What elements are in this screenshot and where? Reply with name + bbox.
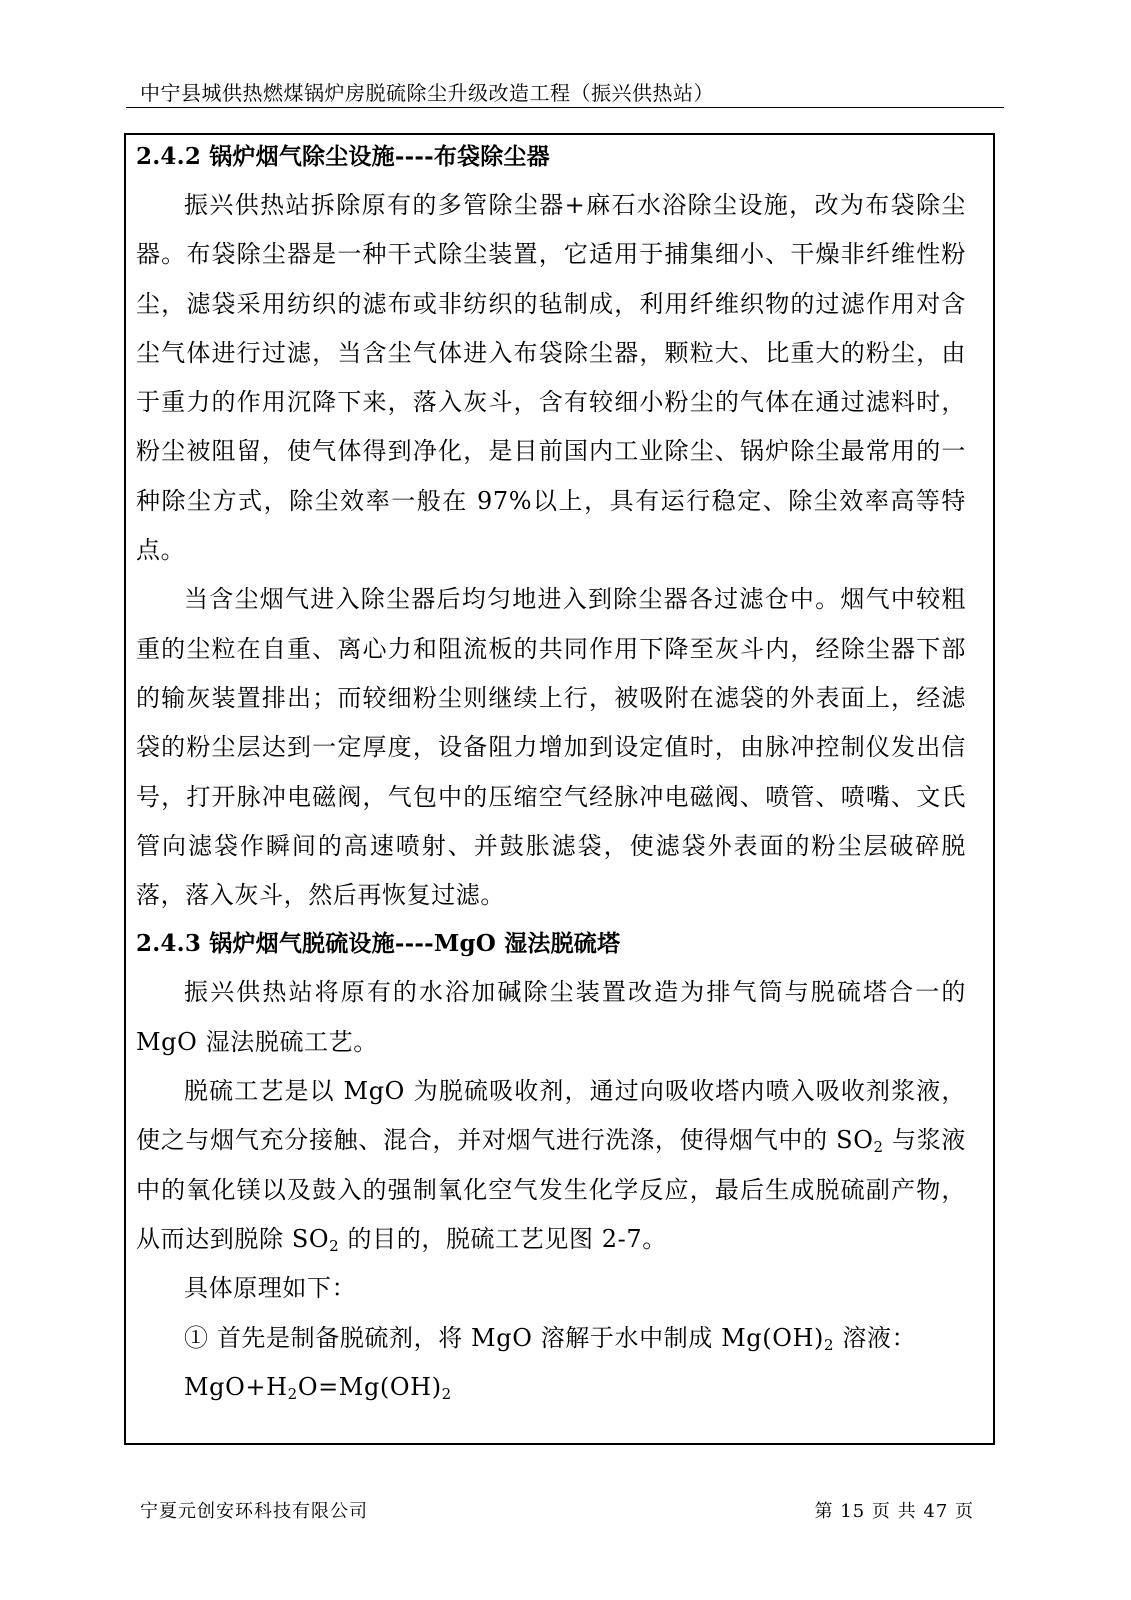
text-segment: 的目的，脱硫工艺见图 2-7。	[339, 1224, 667, 1253]
text-segment: O=Mg(OH)	[297, 1372, 442, 1401]
paragraph-desulfurization-process	[136, 1067, 966, 1264]
subscript: 2	[329, 1236, 340, 1255]
text-segment: 脱硫工艺是以 MgO 为脱硫吸收剂，通过向吸收塔内喷入吸收剂浆液，使之与烟气充分接触、混合，并对烟气进行洗涤，使得烟气中的 SO	[136, 1077, 966, 1155]
paragraph-bag-filter-intro: 振兴供热站拆除原有的多管除尘器+麻石水浴除尘设施，改为布袋除尘器。布袋除尘器是一种干式除尘装置，它适用于捕集细小、干燥非纤维性粉尘，滤袋采用纺织的滤布或非纺织的毡制成，利用纤维织物的过滤作用对含尘气体进行过滤，当含尘气体进入布袋除尘器，颗粒大、比重大的粉尘，由于重力的作用沉降下来，落入灰斗，含有较细小粉尘的气体在通过滤料时，粉尘被阻留，使气体得到净化，是目前国内工业除尘、锅炉除尘最常用的一种除尘方式，除尘效率一般在 97%以上，具有运行稳定、除尘效率高等特点。	[136, 191, 966, 565]
subscript: 2	[287, 1384, 298, 1403]
paragraph-bag-filter-process: 当含尘烟气进入除尘器后均匀地进入到除尘器各过滤仓中。烟气中较粗重的尘粒在自重、离心力和阻流板的共同作用下降至灰斗内，经除尘器下部的输灰装置排出；而较细粉尘则继续上行，被吸附在滤袋的外表面上，经滤袋的粉尘层达到一定厚度，设备阻力增加到设定值时，由脉冲控制仪发出信号，打开脉冲电磁阀，气包中的压缩空气经脉冲电磁阀、喷管、喷嘴、文氏管向滤袋作瞬间的高速喷射、并鼓胀滤袋，使滤袋外表面的粉尘层破碎脱落，落入灰斗，然后再恢复过滤。	[136, 585, 966, 910]
paragraph-desulfurization-intro: 振兴供热站将原有的水浴加碱除尘装置改造为排气筒与脱硫塔合一的 MgO 湿法脱硫工艺。	[136, 978, 966, 1056]
subscript: 2	[441, 1384, 452, 1403]
text-segment: 溶液：	[834, 1323, 917, 1352]
subscript: 2	[873, 1138, 884, 1157]
content-body	[136, 133, 966, 1412]
subscript: 2	[824, 1335, 835, 1354]
page-header: 中宁县城供热燃煤锅炉房脱硫除尘升级改造工程（振兴供热站）	[140, 81, 714, 105]
footer-company: 宁夏元创安环科技有限公司	[140, 1501, 368, 1522]
text-segment: MgO+H	[184, 1372, 288, 1401]
text-segment: 与浆液中的氧化镁以及鼓入的强制氧化空气发生化学反应，最后生成脱硫副产物，从而达到脱除 SO	[136, 1126, 967, 1253]
section-heading-2-4-2: 2.4.2 锅炉烟气除尘设施----布袋除尘器	[136, 143, 550, 170]
header-rule	[126, 107, 1004, 108]
chemical-equation	[136, 1363, 966, 1412]
text-segment: ① 首先是制备脱硫剂，将 MgO 溶解于水中制成 Mg(OH)	[184, 1323, 824, 1352]
paragraph-principle-lead: 具体原理如下：	[184, 1274, 357, 1303]
paragraph-step-1	[136, 1314, 966, 1363]
footer-page-number: 第 15 页 共 47 页	[814, 1501, 974, 1522]
section-heading-2-4-3: 2.4.3 锅炉烟气脱硫设施----MgO 湿法脱硫塔	[136, 930, 621, 958]
